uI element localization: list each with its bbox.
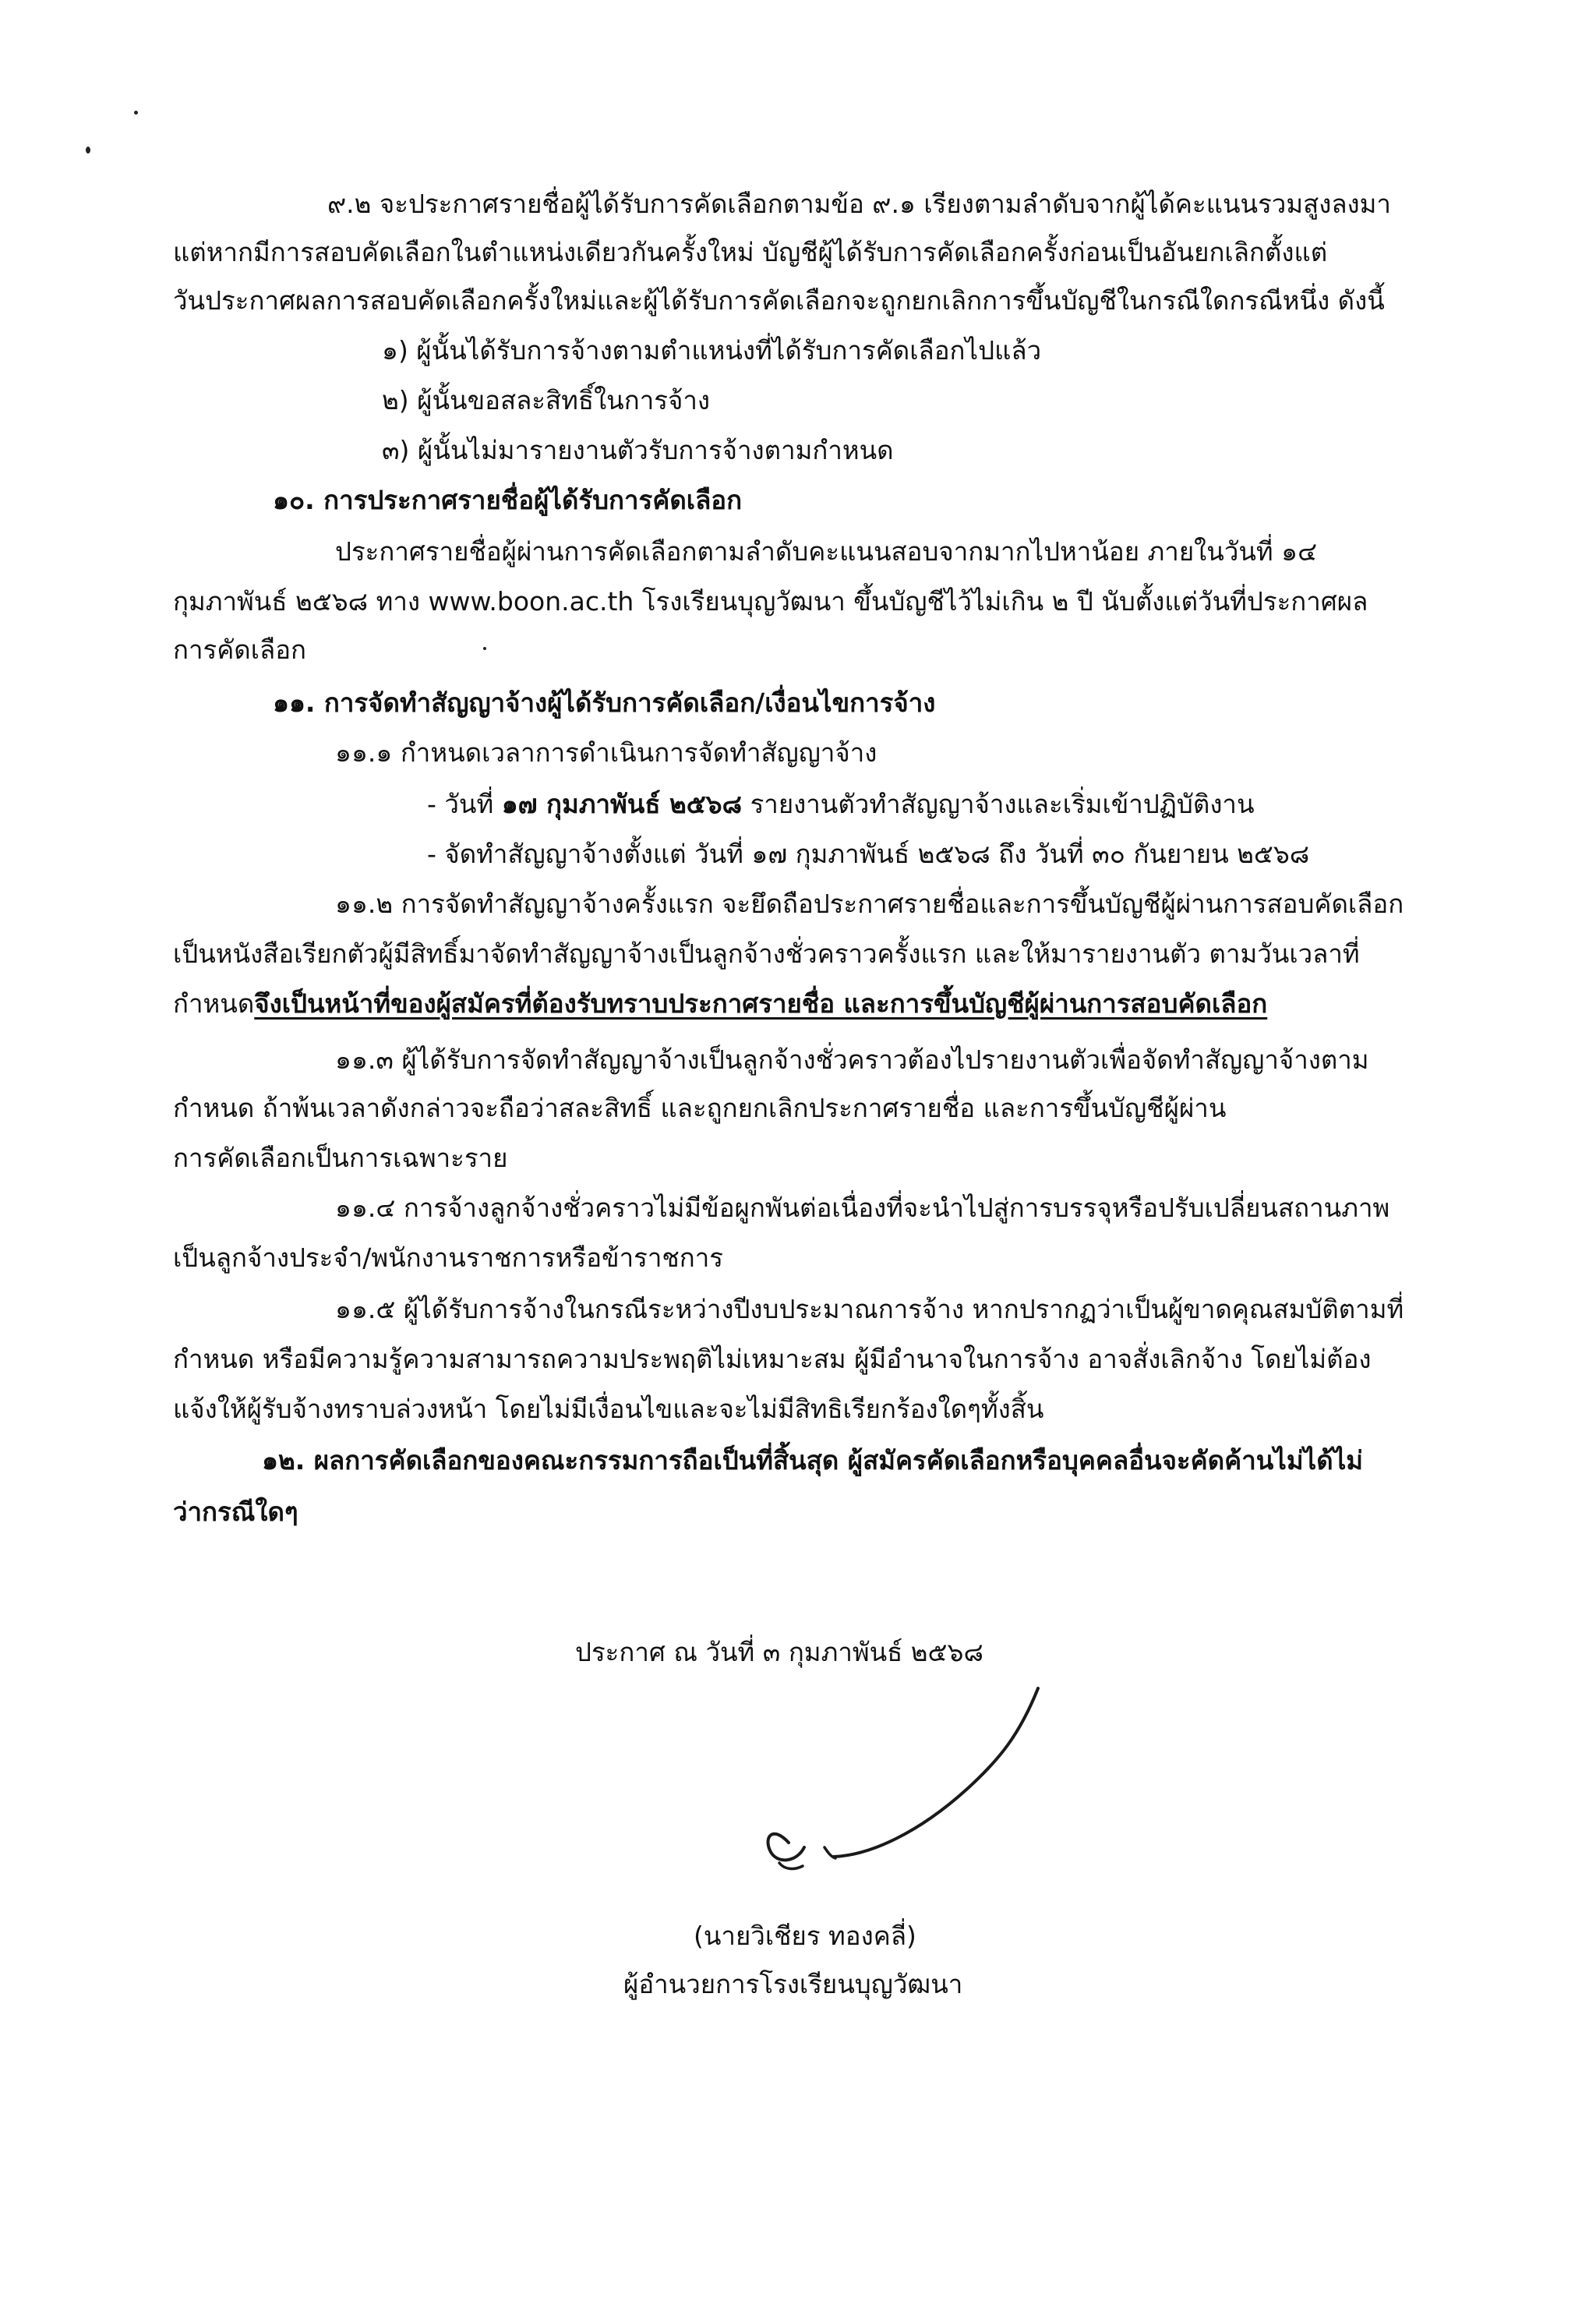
signature-image	[733, 1666, 1091, 1900]
s11-5-line-2: กำหนด หรือมีความรู้ความสามารถความประพฤติไม่เหมาะสม ผู้มีอำนาจในการจ้าง อาจสั่งเลิกจ้าง โดยไม่ต้อง	[173, 1344, 1372, 1374]
s10-line-1: ประกาศรายชื่อผู้ผ่านการคัดเลือกตามลำดับคะแนนสอบจากมากไปหาน้อย ภายในวันที่ ๑๔	[335, 536, 1318, 567]
s11-2-emphasis: จึงเป็นหน้าที่ของผู้สมัครที่ต้องรับทราบประกาศรายชื่อ และการขึ้นบัญชีผู้ผ่านการสอบคัดเลือก	[254, 988, 1268, 1019]
s9-2-line-1: ๙.๒ จะประกาศรายชื่อผู้ได้รับการคัดเลือกตามข้อ ๙.๑ เรียงตามลำดับจากผู้ได้คะแนนรวมสูงลงมา	[327, 189, 1391, 219]
s11-1-item-a-date: ๑๗ กุมภาพันธ์ ๒๕๖๘	[501, 789, 743, 819]
s11-2-line-3-prefix: กำหนด	[173, 988, 255, 1019]
s11-1-item-a-suffix: รายงานตัวทำสัญญาจ้างและเริ่มเข้าปฏิบัติงาน	[742, 789, 1255, 819]
s12-line-2: ว่ากรณีใดๆ	[173, 1497, 298, 1527]
s11-1-item-a	[427, 787, 1255, 822]
announce-date: ประกาศ ณ วันที่ ๓ กุมภาพันธ์ ๒๕๖๘	[575, 1637, 983, 1667]
scan-speck	[483, 647, 486, 650]
s11-4-line-1: ๑๑.๔ การจ้างลูกจ้างชั่วคราวไม่มีข้อผูกพันต่อเนื่องที่จะนำไปสู่การบรรจุหรือปรับเปลี่ยนสถานภาพ	[335, 1193, 1390, 1223]
signer-title: ผู้อำนวยการโรงเรียนบุญวัฒนา	[623, 1969, 963, 1999]
s11-3-line-2: กำหนด ถ้าพ้นเวลาดังกล่าวจะถือว่าสละสิทธิ์ และถูกยกเลิกประกาศรายชื่อ และการขึ้นบัญชีผู้ผ่าน	[173, 1093, 1227, 1123]
scan-speck	[134, 111, 138, 115]
s11-heading: ๑๑. การจัดทำสัญญาจ้างผู้ได้รับการคัดเลือก/เงื่อนไขการจ้าง	[273, 687, 936, 718]
s10-line-2: กุมภาพันธ์ ๒๕๖๘ ทาง www.boon.ac.th โรงเรียนบุญวัฒนา ขึ้นบัญชีไว้ไม่เกิน ๒ ปี นับตั้งแต่วันที่ประกาศผล	[173, 586, 1368, 617]
s10-line-3: การคัดเลือก	[173, 634, 307, 665]
s12-line-1: ๑๒. ผลการคัดเลือกของคณะกรรมการถือเป็นที่สิ้นสุด ผู้สมัครคัดเลือกหรือบุคคลอื่นจะคัดค้านไม่ได้ไม่	[262, 1445, 1364, 1476]
s9-2-line-2: แต่หากมีการสอบคัดเลือกในตำแหน่งเดียวกันครั้งใหม่ บัญชีผู้ได้รับการคัดเลือกครั้งก่อนเป็นอันยกเลิกตั้งแต่	[173, 237, 1328, 267]
s9-2-item-3: ๓) ผู้นั้นไม่มารายงานตัวรับการจ้างตามกำหนด	[382, 435, 894, 465]
s9-2-item-2: ๒) ผู้นั้นขอสละสิทธิ์ในการจ้าง	[382, 385, 710, 415]
s11-4-line-2: เป็นลูกจ้างประจำ/พนักงานราชการหรือข้าราชการ	[173, 1242, 724, 1273]
s11-1-item-b: - จัดทำสัญญาจ้างตั้งแต่ วันที่ ๑๗ กุมภาพันธ์ ๒๕๖๘ ถึง วันที่ ๓๐ กันยายน ๒๕๖๘	[427, 839, 1310, 869]
s11-3-line-1: ๑๑.๓ ผู้ได้รับการจัดทำสัญญาจ้างเป็นลูกจ้างชั่วคราวต้องไปรายงานตัวเพื่อจัดทำสัญญาจ้างตาม	[335, 1044, 1369, 1075]
s11-5-line-1: ๑๑.๕ ผู้ได้รับการจ้างในกรณีระหว่างปีงบประมาณการจ้าง หากปรากฏว่าเป็นผู้ขาดคุณสมบัติตามที่	[335, 1294, 1404, 1324]
s11-3-line-3: การคัดเลือกเป็นการเฉพาะราย	[173, 1143, 508, 1173]
signer-name: (นายวิเชียร ทองคลี่)	[694, 1921, 916, 1951]
s11-2-line-2: เป็นหนังสือเรียกตัวผู้มีสิทธิ์มาจัดทำสัญญาจ้างเป็นลูกจ้างชั่วคราวครั้งแรก และให้มารายงานตัว ตามวันเวลาที่	[173, 938, 1360, 969]
s11-2-line-1: ๑๑.๒ การจัดทำสัญญาจ้างครั้งแรก จะยึดถือประกาศรายชื่อและการขึ้นบัญชีผู้ผ่านการสอบคัดเลือก	[335, 889, 1404, 919]
scan-speck	[86, 147, 90, 154]
s11-1-heading: ๑๑.๑ กำหนดเวลาการดำเนินการจัดทำสัญญาจ้าง	[335, 737, 877, 768]
s11-5-line-3: แจ้งให้ผู้รับจ้างทราบล่วงหน้า โดยไม่มีเงื่อนไขและจะไม่มีสิทธิเรียกร้องใดๆทั้งสิ้น	[173, 1394, 1044, 1424]
s11-1-item-a-prefix: - วันที่	[427, 789, 502, 819]
s9-2-item-1: ๑) ผู้นั้นได้รับการจ้างตามตำแหน่งที่ได้รับการคัดเลือกไปแล้ว	[382, 335, 1042, 366]
s11-2-line-3	[173, 987, 1267, 1021]
s9-2-line-3: วันประกาศผลการสอบคัดเลือกครั้งใหม่และผู้ได้รับการคัดเลือกจะถูกยกเลิกการขึ้นบัญชีในกรณีใดกรณีหนึ่ง ดังนี้	[173, 285, 1385, 316]
s10-heading: ๑๐. การประกาศรายชื่อผู้ได้รับการคัดเลือก	[273, 485, 743, 515]
